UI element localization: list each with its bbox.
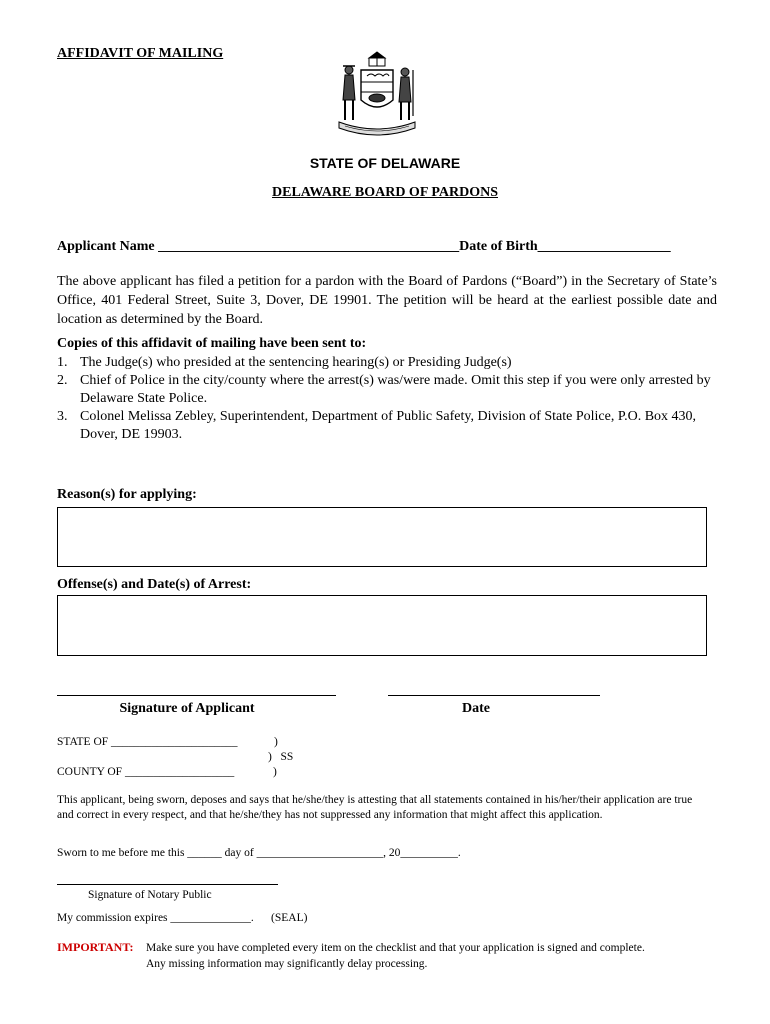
- date-signature-line[interactable]: [388, 695, 600, 696]
- list-number: 1.: [57, 355, 68, 370]
- list-text: The Judge(s) who presided at the sentencing hearing(s) or Presiding Judge(s): [80, 355, 512, 370]
- board-heading: DELAWARE BOARD OF PARDONS: [272, 185, 498, 200]
- list-text: Colonel Melissa Zebley, Superintendent, Department of Public Safety, Division of State Police, P.O. Box 430, Dover, DE 19903.: [80, 409, 697, 442]
- copies-heading: Copies of this affidavit of mailing have been sent to:: [57, 336, 367, 351]
- notary-signature-caption: Signature of Notary Public: [88, 889, 212, 901]
- delaware-state-seal-icon: [331, 50, 423, 142]
- notary-signature-line[interactable]: [57, 884, 278, 885]
- date-caption: Date: [462, 701, 490, 716]
- oath-paragraph: This applicant, being sworn, deposes and says that he/she/they is attesting that all statements contained in his/her/their application are true and correct in every respect, and that he/she/they has not suppressed any information that might affect this application.: [57, 794, 693, 821]
- state-of-field[interactable]: STATE OF ______________________: [57, 736, 238, 748]
- important-line-2: Any missing information may significantly delay processing.: [146, 958, 428, 970]
- offenses-label: Offense(s) and Date(s) of Arrest:: [57, 577, 252, 592]
- county-of-field[interactable]: COUNTY OF ___________________: [57, 766, 235, 778]
- venue-paren: ): [273, 766, 277, 778]
- venue-ss: ) SS: [268, 751, 294, 763]
- list-number: 3.: [57, 409, 68, 424]
- list-item: [57, 354, 717, 372]
- applicant-name-dob-line[interactable]: Applicant Name ___________________________________________Date of Birth___________________: [57, 239, 671, 254]
- list-item: [57, 372, 717, 408]
- sworn-line[interactable]: Sworn to me before me this ______ day of ______________________, 20__________.: [57, 847, 461, 859]
- commission-expires-line[interactable]: My commission expires ______________. (SEAL): [57, 912, 308, 924]
- reasons-field[interactable]: [57, 507, 707, 567]
- state-heading: STATE OF DELAWARE: [309, 155, 461, 171]
- document-title: AFFIDAVIT OF MAILING: [57, 46, 224, 61]
- list-text: Chief of Police in the city/county where the arrest(s) was/were made. Omit this step if you were only arrested by Delaware State Police.: [80, 373, 711, 406]
- important-line-1: Make sure you have completed every item on the checklist and that your application is signed and complete.: [146, 942, 645, 954]
- applicant-signature-caption: Signature of Applicant: [119, 701, 255, 716]
- applicant-signature-line[interactable]: [57, 695, 336, 696]
- recipients-list: [57, 354, 717, 444]
- intro-paragraph: The above applicant has filed a petition for a pardon with the Board of Pardons (“Board”) in the Secretary of State’s Office, 401 Federal Street, Suite 3, Dover, DE 19901. The petition will be heard at the earliest possible date and location as determined by the Board.: [57, 274, 717, 327]
- offenses-field[interactable]: [57, 595, 707, 656]
- important-label: IMPORTANT:: [57, 940, 134, 954]
- list-number: 2.: [57, 373, 68, 388]
- venue-paren: ): [274, 736, 278, 748]
- reasons-label: Reason(s) for applying:: [57, 487, 197, 502]
- list-item: [57, 408, 717, 444]
